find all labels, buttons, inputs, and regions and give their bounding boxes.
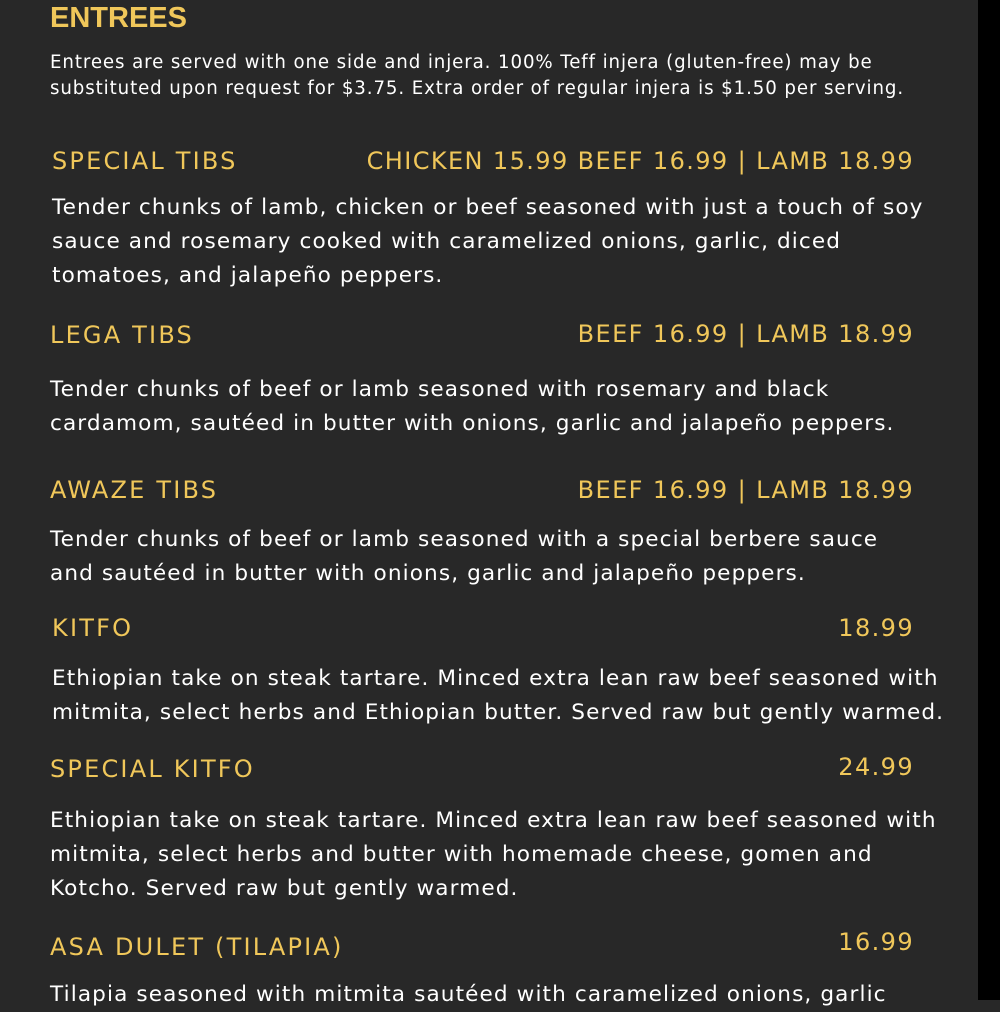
intro-line: Entrees are served with one side and injera. 100% Teff injera (gluten-free) may be <box>50 52 873 73</box>
item-description-awaze-tibs <box>50 523 950 591</box>
item-price-kitfo: 18.99 <box>838 614 914 642</box>
item-price-lega-tibs: BEEF 16.99 | LAMB 18.99 <box>577 320 914 348</box>
description-line: Ethiopian take on steak tartare. Minced extra lean raw beef seasoned with <box>50 808 937 833</box>
intro-line: substituted upon request for $3.75. Extra order of regular injera is $1.50 per serving. <box>50 78 905 99</box>
description-line: mitmita, select herbs and butter with homemade cheese, gomen and <box>50 842 873 867</box>
item-price-awaze-tibs: BEEF 16.99 | LAMB 18.99 <box>577 476 914 504</box>
description-line: tomatoes, and jalapeño peppers. <box>52 263 444 288</box>
description-line: and sautéed in butter with onions, garlic and jalapeño peppers. <box>50 561 806 586</box>
item-name-special-kitfo: SPECIAL KITFO <box>50 755 255 783</box>
item-price-asa-dulet: 16.99 <box>838 928 914 956</box>
section-intro <box>50 50 950 102</box>
item-name-kitfo: KITFO <box>52 614 134 642</box>
item-name-special-tibs: SPECIAL TIBS <box>52 147 238 175</box>
item-description-asa-dulet <box>50 978 950 1012</box>
item-name-lega-tibs: LEGA TIBS <box>50 321 194 349</box>
description-line: Tilapia seasoned with mitmita sautéed with caramelized onions, garlic <box>50 982 887 1007</box>
description-line: Tender chunks of lamb, chicken or beef seasoned with just a touch of soy <box>52 195 924 220</box>
right-edge-strip <box>978 0 1000 1000</box>
section-title: ENTREES <box>50 2 187 34</box>
item-name-asa-dulet: ASA DULET (TILAPIA) <box>50 933 344 961</box>
item-price-special-tibs: CHICKEN 15.99 BEEF 16.99 | LAMB 18.99 <box>366 147 914 175</box>
item-name-awaze-tibs: AWAZE TIBS <box>50 476 219 504</box>
description-line: mitmita, select herbs and Ethiopian butter. Served raw but gently warmed. <box>52 700 945 725</box>
item-description-lega-tibs <box>50 373 950 441</box>
description-line: sauce and rosemary cooked with caramelized onions, garlic, diced <box>52 229 842 254</box>
item-description-special-tibs <box>52 191 952 293</box>
item-price-special-kitfo: 24.99 <box>838 753 914 781</box>
description-line: Ethiopian take on steak tartare. Minced extra lean raw beef seasoned with <box>52 666 939 691</box>
description-line: Tender chunks of beef or lamb seasoned with rosemary and black <box>50 377 830 402</box>
item-description-kitfo <box>52 662 952 730</box>
description-line: cardamom, sautéed in butter with onions, garlic and jalapeño peppers. <box>50 411 895 436</box>
item-description-special-kitfo <box>50 804 950 906</box>
description-line: Tender chunks of beef or lamb seasoned with a special berbere sauce <box>50 527 879 552</box>
description-line: Kotcho. Served raw but gently warmed. <box>50 876 519 901</box>
